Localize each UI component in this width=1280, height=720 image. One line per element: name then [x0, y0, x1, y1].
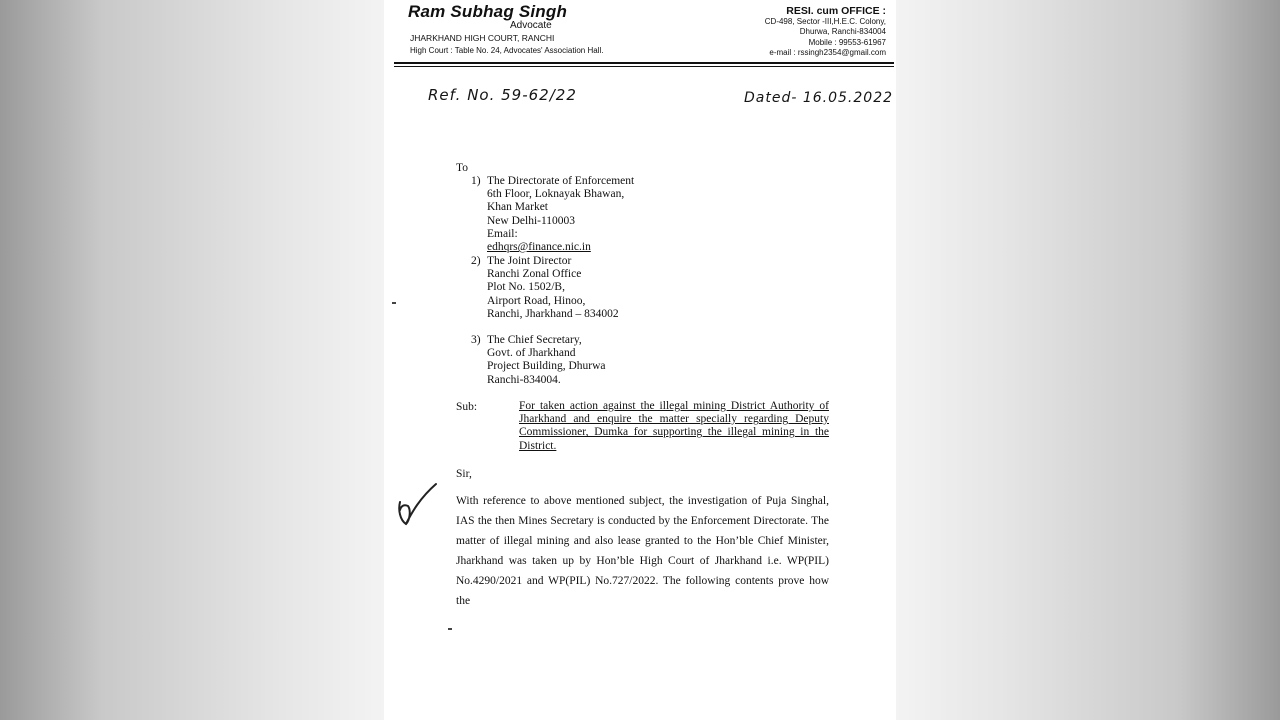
salutation: Sir, — [456, 468, 472, 480]
recipient-line: Plot No. 1502/B, — [487, 281, 565, 294]
chamber-address: High Court : Table No. 24, Advocates' Association Hall. — [410, 46, 604, 55]
to-label: To — [456, 162, 468, 174]
subject-text: For taken action against the illegal mining District Authority of Jharkhand and enquire the matter specially regarding Deputy Commissioner, Dumka for supporting the illegal mining in the District. — [519, 400, 829, 452]
office-title: RESI. cum OFFICE : — [786, 5, 886, 17]
recipient-line: Khan Market — [487, 201, 548, 214]
advocate-name: Ram Subhag Singh — [408, 2, 568, 21]
handwritten-tick-mark-icon — [392, 480, 440, 536]
margin-mark — [448, 628, 452, 630]
email-label: Email: — [487, 227, 518, 240]
letter-page — [384, 0, 896, 720]
mobile-number: Mobile : 99553-61967 — [808, 37, 886, 47]
header-divider-thin — [394, 66, 894, 67]
recipient-line: Ranchi-834004. — [487, 373, 561, 386]
recipient-number: 3) — [471, 334, 481, 346]
letter-date: Dated- 16.05.2022 — [744, 90, 894, 106]
recipient-line: New Delhi-110003 — [487, 214, 576, 227]
email-address: e-mail : rssingh2354@gmail.com — [769, 48, 886, 57]
subject-label: Sub: — [456, 401, 478, 413]
office-line: Dhurwa, Ranchi-834004 — [799, 27, 886, 36]
office-address-block — [765, 6, 886, 59]
recipient-line: Govt. of Jharkhand — [487, 347, 576, 360]
recipient-number: 2) — [471, 255, 481, 267]
advocate-title: Advocate — [510, 20, 552, 31]
recipient-line: The Chief Secretary, — [487, 334, 582, 346]
office-line: CD-498, Sector -III,H.E.C. Colony, — [764, 16, 886, 26]
recipient-line: Airport Road, Hinoo, — [487, 294, 586, 307]
court-name: JHARKHAND HIGH COURT, RANCHI — [410, 33, 555, 43]
reference-number: Ref. No. 59-62/22 — [428, 86, 577, 104]
recipient-number: 1) — [471, 175, 481, 187]
margin-mark — [392, 302, 396, 304]
recipient-line: Ranchi, Jharkhand – 834002 — [487, 307, 619, 320]
recipient-line: The Joint Director — [487, 255, 572, 267]
recipient-email-line — [487, 228, 634, 254]
body-paragraph: With reference to above mentioned subject, the investigation of Puja Singhal, IAS the then Mines Secretary is conducted by the Enforcement Directorate. The matter of illegal mining and also lease granted to the Hon’ble Chief Minister, Jharkhand was taken up by Hon’ble High Court of Jharkhand i.e. WP(PIL) No.4290/2021 and WP(PIL) No.727/2022. The following contents prove how the — [456, 495, 829, 607]
recipient-line: Project Building, Dhurwa — [487, 360, 606, 373]
recipient-email-link[interactable]: edhqrs@finance.nic.in — [487, 241, 591, 254]
header-divider-thick — [394, 62, 894, 64]
recipient-line: 6th Floor, Loknayak Bhawan, — [487, 188, 625, 201]
recipient-line: Ranchi Zonal Office — [487, 268, 582, 281]
recipient-line: The Directorate of Enforcement — [487, 175, 635, 187]
